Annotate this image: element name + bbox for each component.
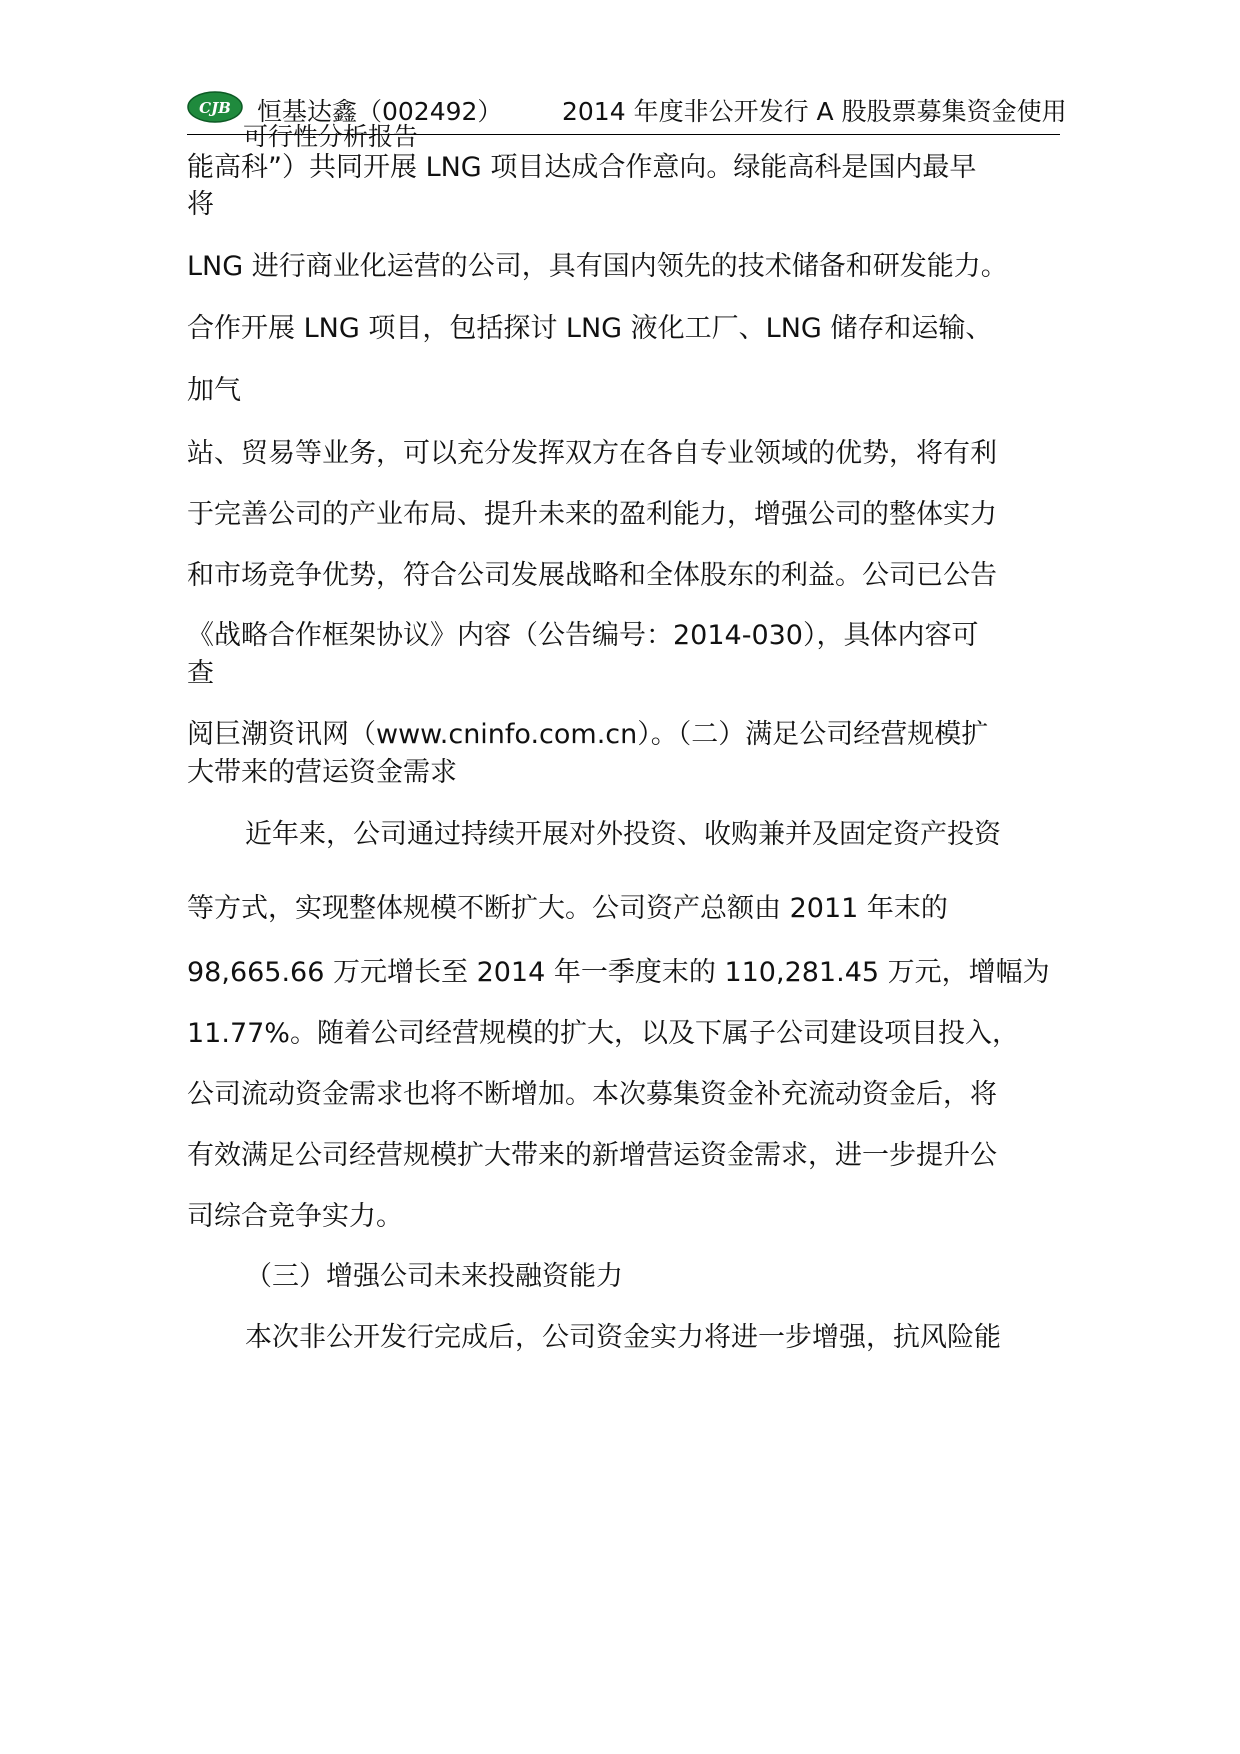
header-company-name: 恒基达鑫（002492） xyxy=(257,97,503,126)
body-line: 合作开展 LNG 项目，包括探讨 LNG 液化工厂、LNG 储存和运输、 xyxy=(187,313,993,344)
body-line: 于完善公司的产业布局、提升未来的盈利能力，增强公司的整体实力 xyxy=(187,499,997,530)
body-line: 《战略合作框架协议》内容（公告编号：2014-030），具体内容可 xyxy=(187,620,979,651)
paragraph-first-line: 近年来，公司通过持续开展对外投资、收购兼并及固定资产投资 xyxy=(245,819,1001,850)
section-heading: （三）增强公司未来投融资能力 xyxy=(245,1261,623,1292)
body-line: LNG 进行商业化运营的公司，具有国内领先的技术储备和研发能力。 xyxy=(187,251,1008,282)
body-line: 公司流动资金需求也将不断增加。本次募集资金补充流动资金后，将 xyxy=(187,1079,997,1110)
body-line: 查 xyxy=(187,658,214,689)
header-document-title: 2014 年度非公开发行 A 股股票募集资金使用 xyxy=(562,97,1067,126)
company-logo xyxy=(187,90,243,124)
paragraph-first-line: 本次非公开发行完成后，公司资金实力将进一步增强，抗风险能 xyxy=(245,1322,1001,1353)
logo-text: CJB xyxy=(199,99,231,117)
body-line: 和市场竞争优势，符合公司发展战略和全体股东的利益。公司已公告 xyxy=(187,560,997,591)
body-line: 司综合竞争实力。 xyxy=(187,1201,403,1232)
section-heading: 大带来的营运资金需求 xyxy=(187,757,457,788)
body-line: 能高科”）共同开展 LNG 项目达成合作意向。绿能高科是国内最早 xyxy=(187,152,977,183)
body-line: 11.77%。随着公司经营规模的扩大，以及下属子公司建设项目投入， xyxy=(187,1018,1019,1049)
page-header xyxy=(187,86,1067,151)
body-line: 等方式，实现整体规模不断扩大。公司资产总额由 2011 年末的 xyxy=(187,893,948,924)
header-document-title-continued: 可行性分析报告 xyxy=(243,122,419,151)
body-line: 站、贸易等业务，可以充分发挥双方在各自专业领域的优势，将有利 xyxy=(187,438,997,469)
body-line: 阅巨潮资讯网（www.cninfo.com.cn）。（二）满足公司经营规模扩 xyxy=(187,719,989,750)
body-line: 加气 xyxy=(187,375,241,406)
body-line: 有效满足公司经营规模扩大带来的新增营运资金需求，进一步提升公 xyxy=(187,1140,997,1171)
body-line: 将 xyxy=(187,189,214,220)
body-line: 98,665.66 万元增长至 2014 年一季度末的 110,281.45 万元，增幅为 xyxy=(187,957,1050,988)
